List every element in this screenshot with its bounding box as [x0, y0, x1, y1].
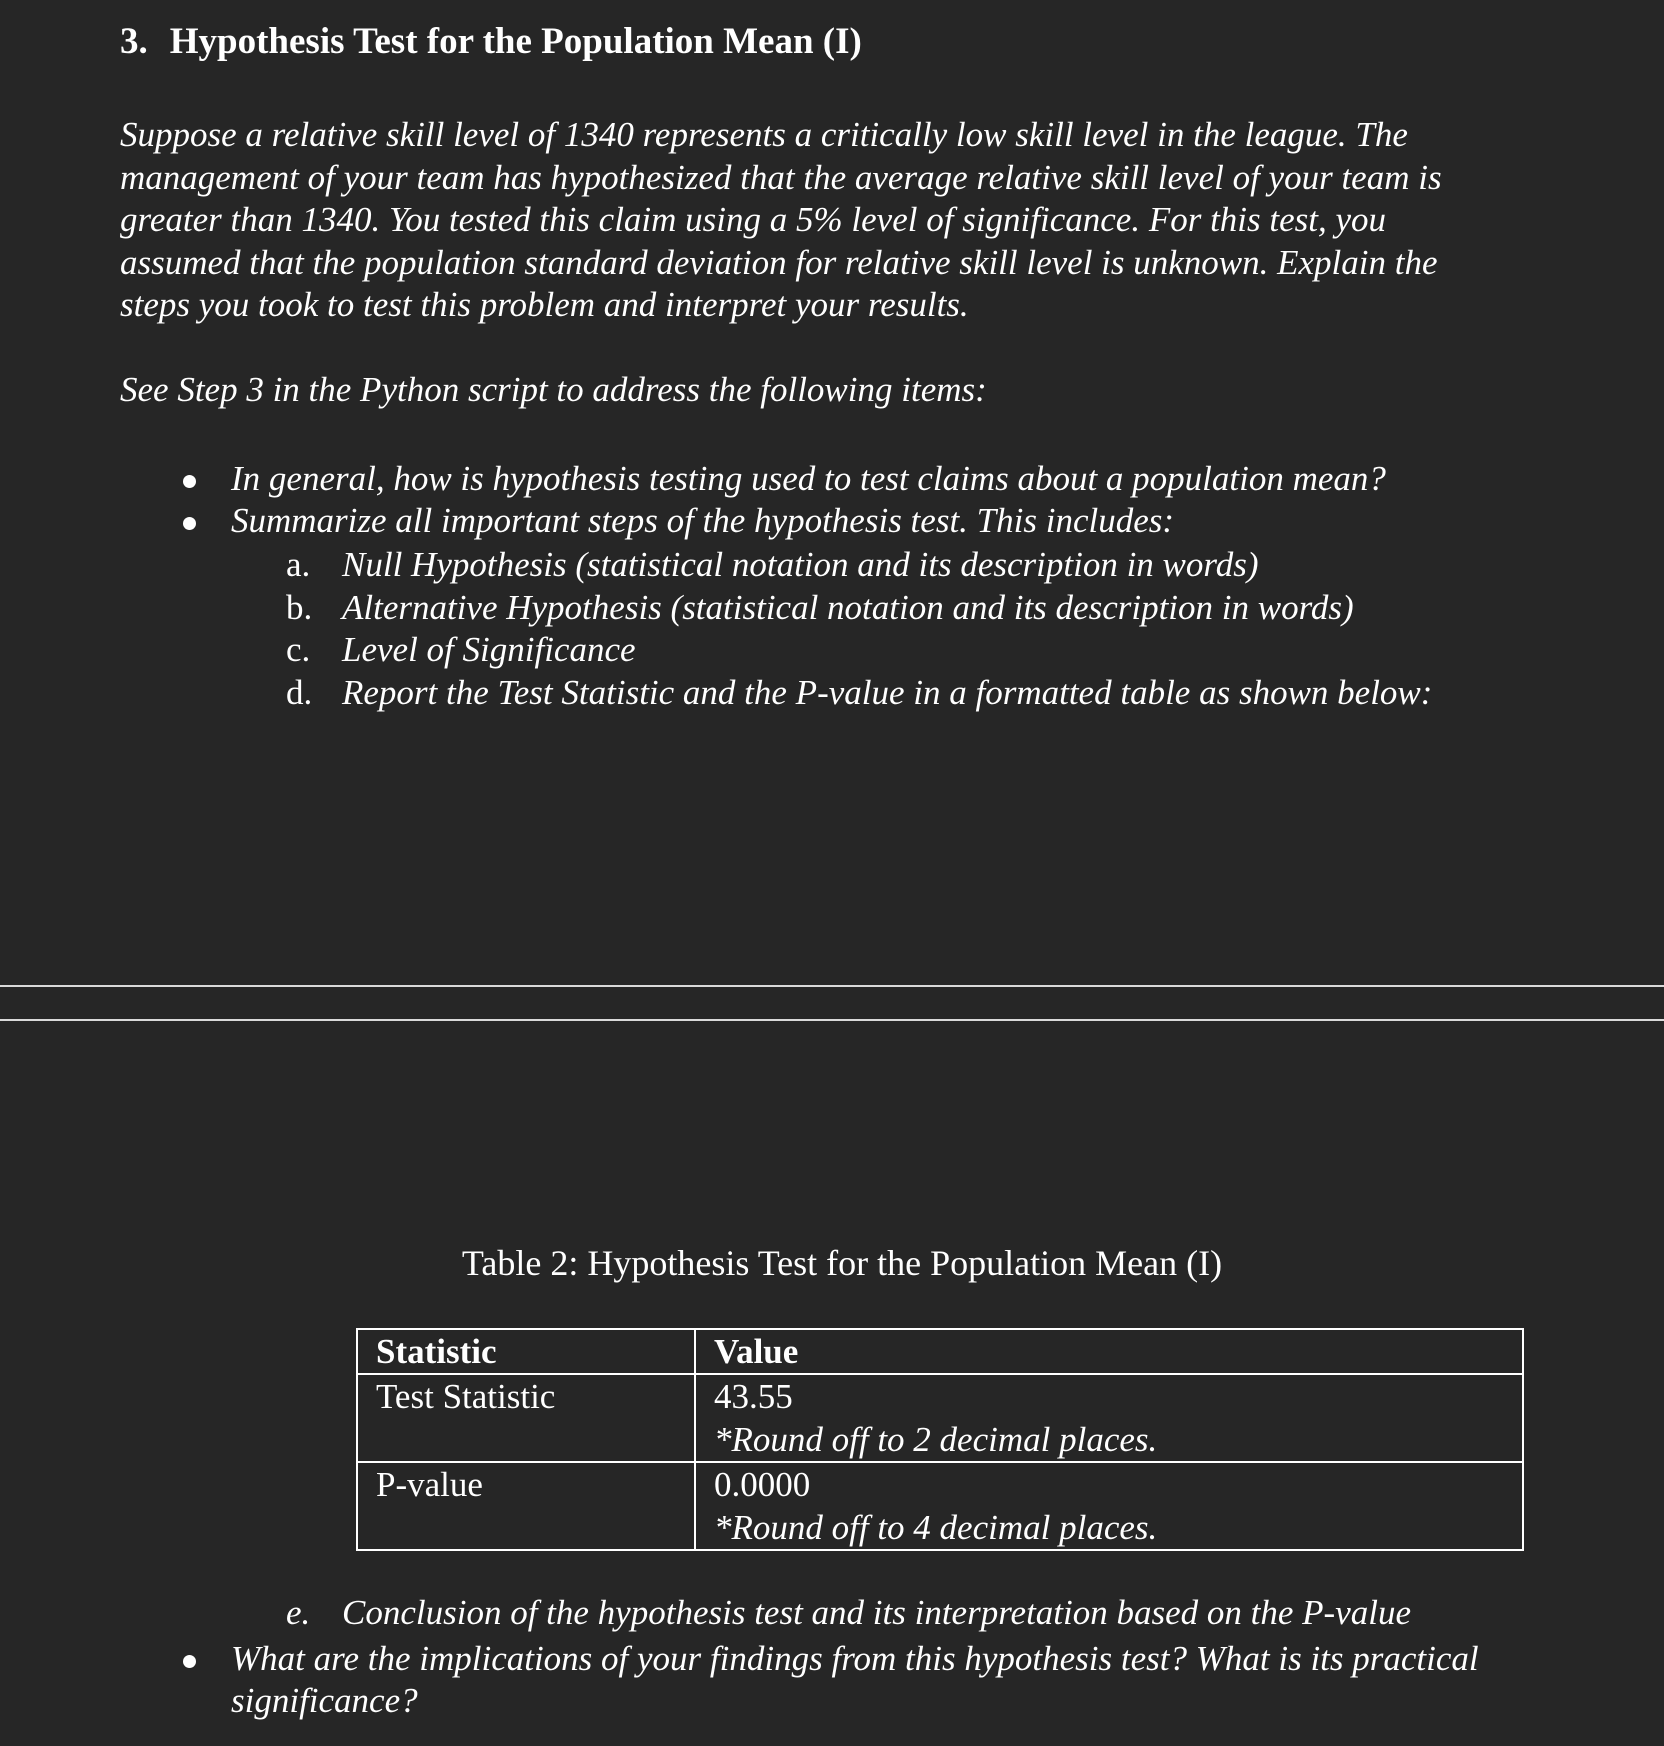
sub-item-text: Conclusion of the hypothesis test and its interpretation based on the P-value	[342, 1593, 1411, 1632]
rounding-note: *Round off to 4 decimal places.	[714, 1508, 1158, 1547]
sub-item-letter: e.	[286, 1593, 311, 1632]
table-row	[357, 1374, 1523, 1462]
value-cell	[695, 1462, 1523, 1550]
bullet-text-line: What are the implications of your findings from this hypothesis test? What is its practical	[231, 1639, 1479, 1678]
divider-line	[0, 985, 1664, 987]
bullet-text: In general, how is hypothesis testing used to test claims about a population mean?	[231, 459, 1386, 498]
sub-item-letter: b.	[286, 588, 313, 627]
bullet-dot-icon	[183, 475, 196, 488]
sub-item-text: Null Hypothesis (statistical notation and its description in words)	[342, 545, 1259, 584]
bullet-dot-icon	[183, 1655, 196, 1668]
results-table	[356, 1328, 1524, 1551]
section-number: 3.	[120, 21, 148, 62]
divider-line	[0, 1019, 1664, 1021]
statistic-cell: Test Statistic	[357, 1374, 695, 1462]
table-row	[357, 1462, 1523, 1550]
section-heading	[120, 20, 862, 63]
sub-item-letter: c.	[286, 630, 311, 669]
intro-line: Suppose a relative skill level of 1340 represents a critically low skill level in the league. The	[120, 115, 1408, 154]
intro-line: management of your team has hypothesized that the average relative skill level of your team is	[120, 157, 1442, 197]
table-caption: Table 2: Hypothesis Test for the Population Mean (I)	[461, 1243, 1223, 1283]
sub-item-text: Alternative Hypothesis (statistical notation and its description in words)	[342, 588, 1354, 627]
see-step-instruction: See Step 3 in the Python script to address the following items:	[120, 370, 987, 409]
column-header-value: Value	[695, 1329, 1523, 1374]
sub-item-text: Report the Test Statistic and the P-value in a formatted table as shown below:	[342, 673, 1433, 712]
value-cell	[695, 1374, 1523, 1462]
value-text: 43.55	[714, 1377, 793, 1416]
intro-line: greater than 1340. You tested this claim using a 5% level of significance. For this test, you	[120, 200, 1387, 239]
table-header-row	[357, 1329, 1523, 1374]
bullet-text	[231, 1638, 1479, 1722]
value-text: 0.0000	[714, 1465, 811, 1504]
statistic-cell: P-value	[357, 1462, 695, 1550]
bullet-text: Summarize all important steps of the hypothesis test. This includes:	[231, 501, 1175, 540]
sub-item-letter: d.	[286, 673, 313, 712]
rounding-note: *Round off to 2 decimal places.	[714, 1420, 1158, 1459]
intro-line: steps you took to test this problem and interpret your results.	[120, 285, 969, 324]
column-header-statistic: Statistic	[357, 1329, 695, 1374]
sub-item-text: Level of Significance	[342, 630, 636, 669]
section-title: Hypothesis Test for the Population Mean (I)	[169, 21, 862, 62]
bullet-dot-icon	[183, 517, 196, 530]
sub-item-letter: a.	[286, 545, 311, 584]
bullet-text-line: significance?	[231, 1681, 418, 1720]
intro-line: assumed that the population standard deviation for relative skill level is unknown. Explain the	[120, 242, 1438, 282]
intro-paragraph	[120, 114, 1540, 327]
